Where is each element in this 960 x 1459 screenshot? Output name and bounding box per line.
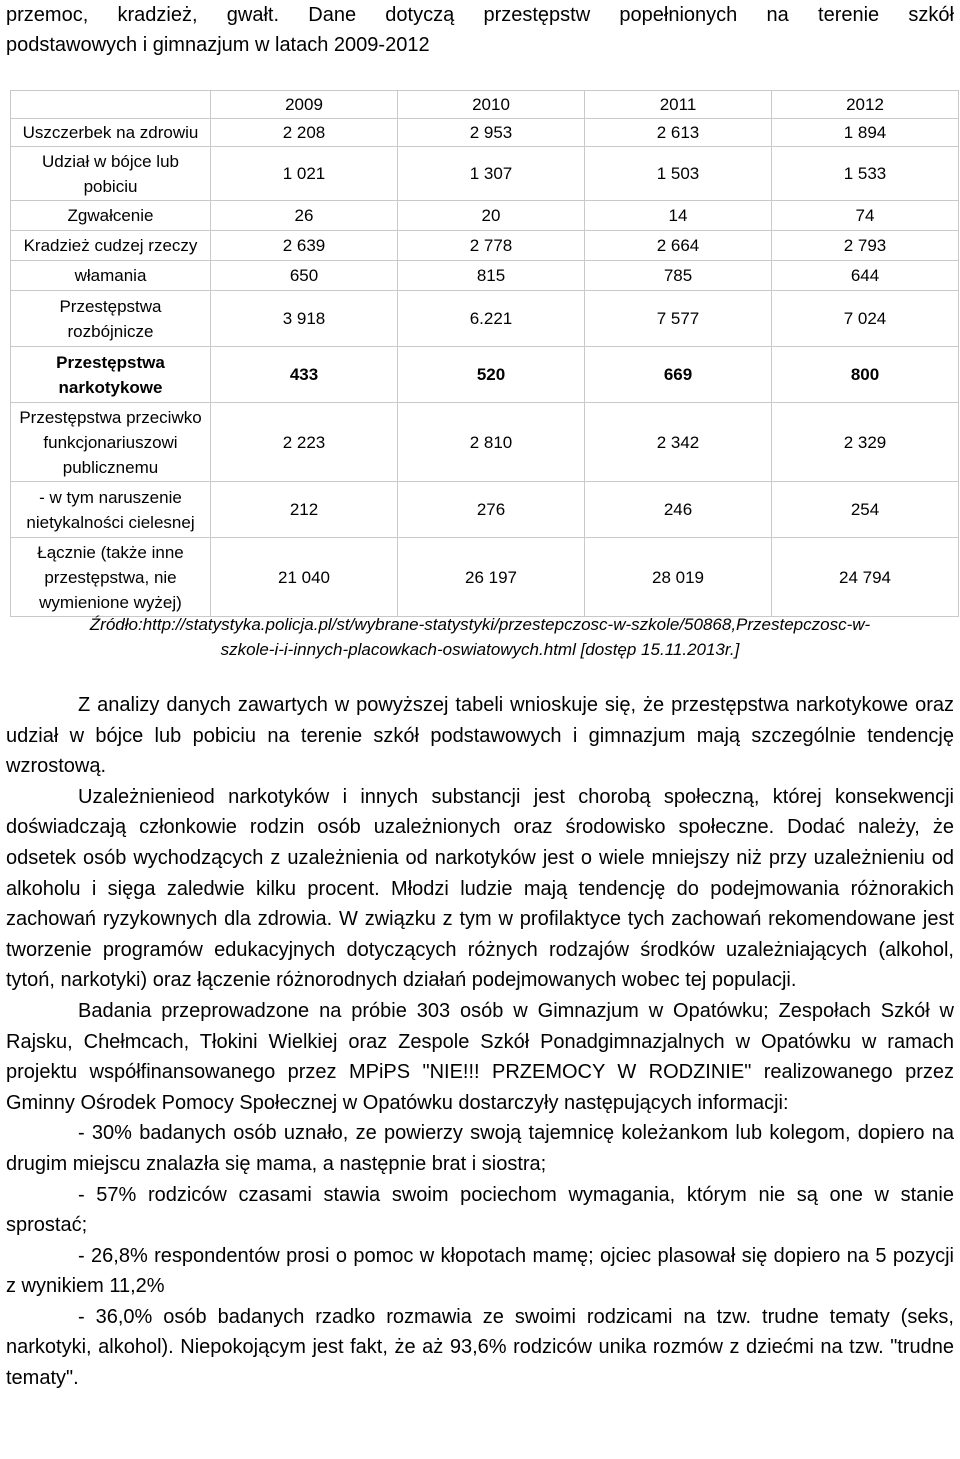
- table-cell: 254: [772, 482, 959, 538]
- table-row: [11, 119, 959, 147]
- table-row: [11, 201, 959, 231]
- list-item: - 57% rodziców czasami stawia swoim pociechom wymagania, którym nie są one w stanie sprostać;: [6, 1183, 954, 1237]
- table-cell: 2 664: [585, 231, 772, 261]
- table-cell: 2 613: [585, 119, 772, 147]
- table-row: [11, 347, 959, 403]
- paragraph: Uzależnienieod narkotyków i innych substancji jest chorobą społeczną, której konsekwencji doświadczają członkowie rodzin osób uzależnionych oraz środowisko społeczne. Dodać należy, że odsetek osób wychodzących z uzależnienia od narkotyków jest o wiele mniejszy niż przy uzależnieniu od alkoholu i sięga zaledwie kilku procent. Młodzi ludzie mają tendencję do podejmowania różnorakich zachowań ryzykownych dla zdrowia. W związku z tym w profilaktyce tych zachowań rekomendowane jest tworzenie programów edukacyjnych dotyczących różnych rodzajów środków uzależniających (alkohol, tytoń, narkotyki) oraz łączenie różnorodnych działań podejmowanych wobec tej populacji.: [6, 785, 954, 992]
- intro-line-2: podstawowych i gimnazjum w latach 2009-2012: [6, 34, 430, 56]
- table-cell: 212: [211, 482, 398, 538]
- row-label: Udział w bójce lub pobiciu: [11, 147, 211, 201]
- table-cell: 1 307: [398, 147, 585, 201]
- row-label: Zgwałcenie: [11, 201, 211, 231]
- body-text: [6, 690, 954, 1394]
- row-label: Kradzież cudzej rzeczy: [11, 231, 211, 261]
- table-cell: 246: [585, 482, 772, 538]
- table-cell: 2 810: [398, 403, 585, 482]
- table-cell: 1 894: [772, 119, 959, 147]
- list-item: - 26,8% respondentów prosi o pomoc w kłopotach mamę; ojciec plasował się dopiero na 5 pozycji z wynikiem 11,2%: [6, 1244, 954, 1298]
- table-cell: 644: [772, 261, 959, 291]
- list-item: - 36,0% osób badanych rzadko rozmawia ze swoimi rodzicami na tzw. trudne tematy (seks, narkotyki, alkohol). Niepokojącym jest fakt, że aż 93,6% rodziców unika rozmów z dziećmi na tzw. "trudne tematy".: [6, 1305, 954, 1390]
- table-cell: 2 223: [211, 403, 398, 482]
- table-row: [11, 231, 959, 261]
- table-cell: 2 639: [211, 231, 398, 261]
- table-cell: 6.221: [398, 291, 585, 347]
- table-cell: 669: [585, 347, 772, 403]
- table-cell: 26 197: [398, 538, 585, 617]
- table-cell: 276: [398, 482, 585, 538]
- table-row: [11, 291, 959, 347]
- table-cell: 24 794: [772, 538, 959, 617]
- row-label: Przestępstwa przeciwko funkcjonariuszowi publicznemu: [11, 403, 211, 482]
- table-cell: 7 577: [585, 291, 772, 347]
- crime-statistics-table: [10, 90, 959, 617]
- table-cell: 1 021: [211, 147, 398, 201]
- table-cell: 74: [772, 201, 959, 231]
- table-row: [11, 147, 959, 201]
- year-header: 2012: [772, 91, 959, 119]
- year-header: 2010: [398, 91, 585, 119]
- table-cell: 2 329: [772, 403, 959, 482]
- table-cell: 433: [211, 347, 398, 403]
- table-cell: 650: [211, 261, 398, 291]
- row-label: - w tym naruszenie nietykalności cielesnej: [11, 482, 211, 538]
- table-cell: 800: [772, 347, 959, 403]
- table-cell: 2 778: [398, 231, 585, 261]
- header-empty-cell: [11, 91, 211, 119]
- table-row: [11, 482, 959, 538]
- table-cell: 20: [398, 201, 585, 231]
- table-cell: 7 024: [772, 291, 959, 347]
- row-label: Przestępstwa rozbójnicze: [11, 291, 211, 347]
- row-label: Uszczerbek na zdrowiu: [11, 119, 211, 147]
- table-row: [11, 261, 959, 291]
- table-cell: 520: [398, 347, 585, 403]
- source-line-1: Źródło:http://statystyka.policja.pl/st/wybrane-statystyki/przestepczosc-w-szkole/50868,Przestepczosc-w-: [89, 615, 871, 634]
- table-cell: 26: [211, 201, 398, 231]
- table-cell: 3 918: [211, 291, 398, 347]
- table-cell: 1 533: [772, 147, 959, 201]
- table-row: [11, 538, 959, 617]
- row-label: Przestępstwa narkotykowe: [11, 347, 211, 403]
- table-cell: 28 019: [585, 538, 772, 617]
- table-row: [11, 403, 959, 482]
- year-header: 2011: [585, 91, 772, 119]
- table-cell: 2 793: [772, 231, 959, 261]
- row-label: włamania: [11, 261, 211, 291]
- paragraph: Badania przeprowadzone na próbie 303 osób w Gimnazjum w Opatówku; Zespołach Szkół w Rajsku, Chełmcach, Tłokini Wielkiej oraz Zespole Szkół Ponadgimnazjalnych w Opatówku w ramach projektu współfinansowanego przez MPiPS "NIE!!! PRZEMOCY W RODZINIE" realizowanego przez Gminny Ośrodek Pomocy Społecznej w Opatówku dostarczyły następujących informacji:: [6, 999, 954, 1114]
- intro-line-1: przemoc, kradzież, gwałt. Dane dotyczą przestępstw popełnionych na terenie szkół: [6, 4, 954, 26]
- source-line-2: szkole-i-i-innych-placowkach-oswiatowych.html [dostęp 15.11.2013r.]: [220, 640, 740, 659]
- table-cell: 2 953: [398, 119, 585, 147]
- table-cell: 21 040: [211, 538, 398, 617]
- table-header-row: [11, 91, 959, 119]
- row-label: Łącznie (także inne przestępstwa, nie wymienione wyżej): [11, 538, 211, 617]
- table-cell: 2 342: [585, 403, 772, 482]
- list-item: - 30% badanych osób uznało, ze powierzy swoją tajemnicę koleżankom lub kolegom, dopiero na drugim miejscu znalazła się mama, a następnie brat i siostra;: [6, 1122, 954, 1175]
- table-cell: 14: [585, 201, 772, 231]
- table-cell: 815: [398, 261, 585, 291]
- table-cell: 2 208: [211, 119, 398, 147]
- source-citation: [0, 612, 960, 662]
- paragraph: Z analizy danych zawartych w powyższej tabeli wnioskuje się, że przestępstwa narkotykowe oraz udział w bójce lub pobiciu na terenie szkół podstawowych i gimnazjum mają szczególnie tendencję wzrostową.: [6, 694, 954, 778]
- intro-paragraph: [6, 0, 954, 60]
- table-cell: 1 503: [585, 147, 772, 201]
- year-header: 2009: [211, 91, 398, 119]
- table-cell: 785: [585, 261, 772, 291]
